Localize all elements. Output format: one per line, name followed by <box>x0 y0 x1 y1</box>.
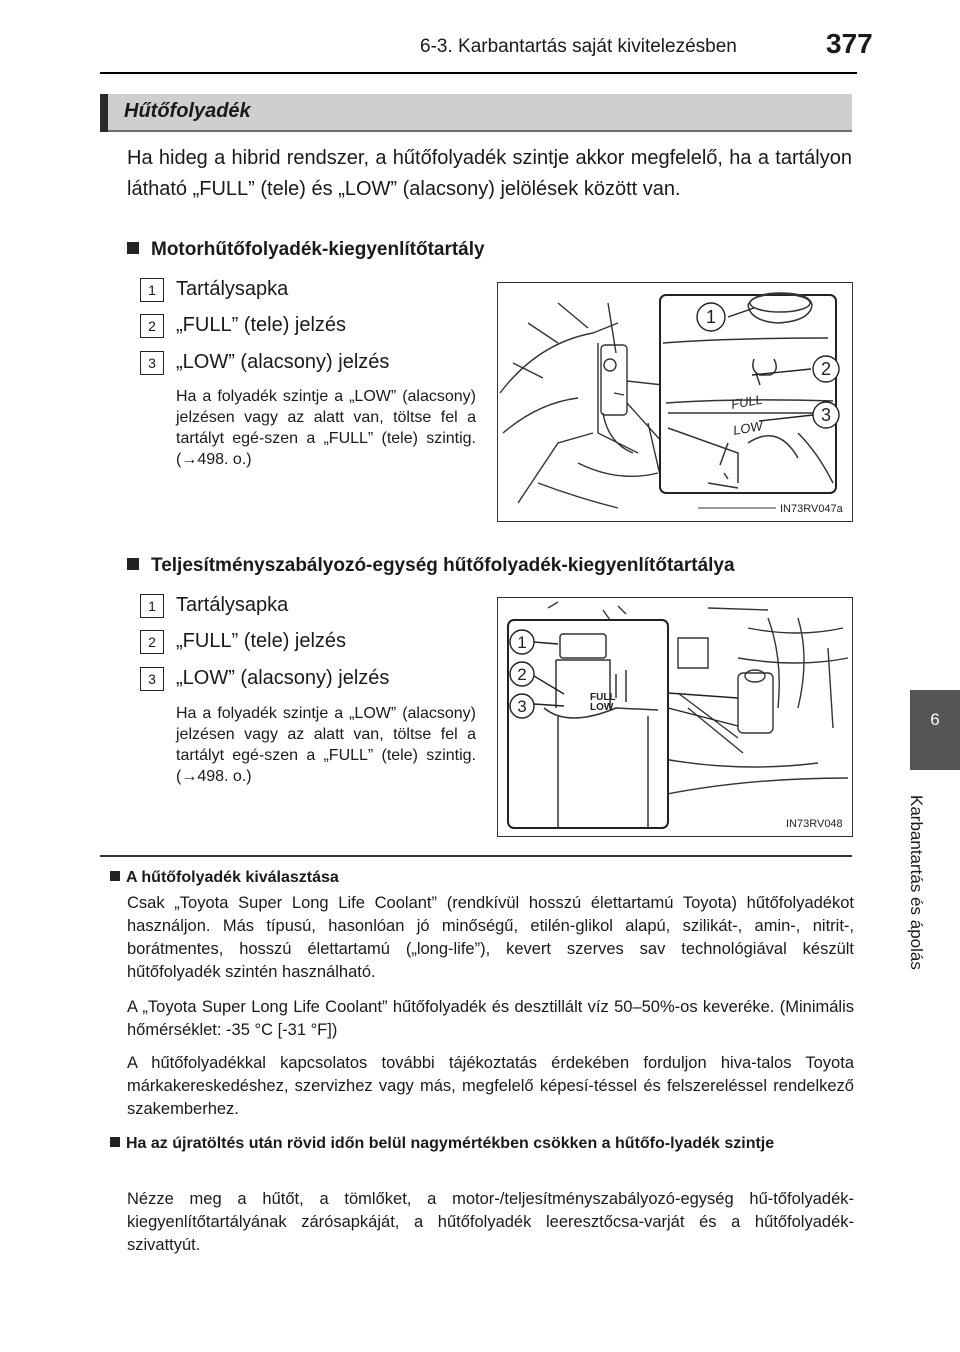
figure-engine-reservoir <box>497 282 853 522</box>
section-bar-marker <box>100 94 108 132</box>
block1-heading <box>127 239 485 261</box>
chapter-title-vertical <box>907 795 954 1015</box>
callout-2: 2 <box>820 359 832 379</box>
square-bullet-icon <box>127 558 139 570</box>
item-label: „FULL” (tele) jelzés <box>176 630 347 652</box>
section-title: Hűtőfolyadék <box>124 100 251 122</box>
item-number: 3 <box>140 351 164 375</box>
square-bullet-icon <box>110 871 120 881</box>
chapter-number: 6 <box>930 710 940 729</box>
info-paragraph: A hűtőfolyadékkal kapcsolatos további tájékoztatás érdekében forduljon hiva-talos Toyota márkakereskedéshez, szervizhez vagy más, megfelelő képesí-téssel és felszereléssel rendelkező szakemberhez. <box>127 1054 854 1118</box>
item-label: Tartálysapka <box>176 278 289 300</box>
block1-note: Ha a folyadék szintje a „LOW” (alacsony) jelzésen vagy az alatt van, töltse fel a tartályt egé-szen a „FULL” (tele) szintig. (→498. o.) <box>176 388 476 468</box>
full-mark-label: FULL <box>729 391 764 412</box>
full-mark-label: FULL <box>590 692 616 703</box>
block2-note: Ha a folyadék szintje a „LOW” (alacsony) jelzésen vagy az alatt van, töltse fel a tartályt egé-szen a „FULL” (tele) szintig. (→498. o.) <box>176 705 476 785</box>
item-label: „LOW” (alacsony) jelzés <box>176 351 390 373</box>
section-header: 6-3. Karbantartás saját kivitelezésben <box>420 36 737 57</box>
info-heading-level-drop <box>110 1132 855 1155</box>
pcu-reservoir-illustration <box>498 598 852 836</box>
info-paragraph: A „Toyota Super Long Life Coolant” hűtőfolyadék és desztillált víz 50–50%-os keveréke. (Minimális hőmérséklet: -35 °C [-31 °F]) <box>127 998 854 1039</box>
info-paragraph: Csak „Toyota Super Long Life Coolant” (rendkívül hosszú élettartamú Toyota) hűtőfolyadékot használjon. Más típusú, hasonlóan jó minőségű, etilén-glikol alapú, szilikát-, amin-, nitrit-, borátmentes, hosszú élettartamú („long-life”), kevert szerves sav technológiával készült hűtőfolyadék szintén használható. <box>127 894 854 981</box>
callout-1: 1 <box>517 633 527 652</box>
item-number: 1 <box>140 594 164 618</box>
low-mark-label: LOW <box>731 418 764 438</box>
item-number: 2 <box>140 314 164 338</box>
figure-pcu-reservoir <box>497 597 853 837</box>
chapter-title: Karbantartás és ápolás <box>907 795 926 970</box>
info-heading-coolant-choice <box>110 866 855 889</box>
info-heading-text: A hűtőfolyadék kiválasztása <box>126 869 339 886</box>
callout-3: 3 <box>517 697 527 716</box>
info-paragraph: Nézze meg a hűtőt, a tömlőket, a motor-/teljesítményszabályozó-egység hű-tőfolyadék-kiegyenlítőtartályának zárósapkáját, a hűtőfolyadék leeresztőcsa-varját és a hűtőfolyadék-szivattyút. <box>127 1190 854 1254</box>
square-bullet-icon <box>110 1137 120 1147</box>
callout-2: 2 <box>517 665 527 684</box>
engine-reservoir-illustration <box>498 283 852 521</box>
item-label: „FULL” (tele) jelzés <box>176 314 347 336</box>
block2-heading-text: Teljesítményszabályozó-egység hűtőfolyadék-kiegyenlítőtartálya <box>151 555 735 576</box>
item-label: Tartálysapka <box>176 594 289 616</box>
page-number: 377 <box>826 28 873 59</box>
header-rule <box>100 72 857 74</box>
callout-3: 3 <box>820 405 832 425</box>
intro-paragraph: Ha hideg a hibrid rendszer, a hűtőfolyadék szintje akkor megfelelő, ha a tartályon látható „FULL” (tele) és „LOW” (alacsony) jelölések között van. <box>127 147 852 200</box>
low-mark-label: LOW <box>590 702 614 713</box>
separator-rule <box>100 855 852 857</box>
block1-heading-text: Motorhűtőfolyadék-kiegyenlítőtartály <box>151 239 485 260</box>
figure-code: IN73RV047a <box>780 503 843 515</box>
callout-1: 1 <box>705 307 717 327</box>
figure-code: IN73RV048 <box>786 818 843 830</box>
item-label: „LOW” (alacsony) jelzés <box>176 667 390 689</box>
item-number: 3 <box>140 667 164 691</box>
item-number: 1 <box>140 278 164 302</box>
square-bullet-icon <box>127 242 139 254</box>
info-heading-text: Ha az újratöltés után rövid időn belül nagymértékben csökken a hűtőfo-lyadék szintje <box>126 1135 775 1152</box>
section-title-bar <box>100 94 852 132</box>
item-number: 2 <box>140 630 164 654</box>
chapter-tab[interactable] <box>910 690 960 770</box>
block2-heading <box>127 555 735 577</box>
